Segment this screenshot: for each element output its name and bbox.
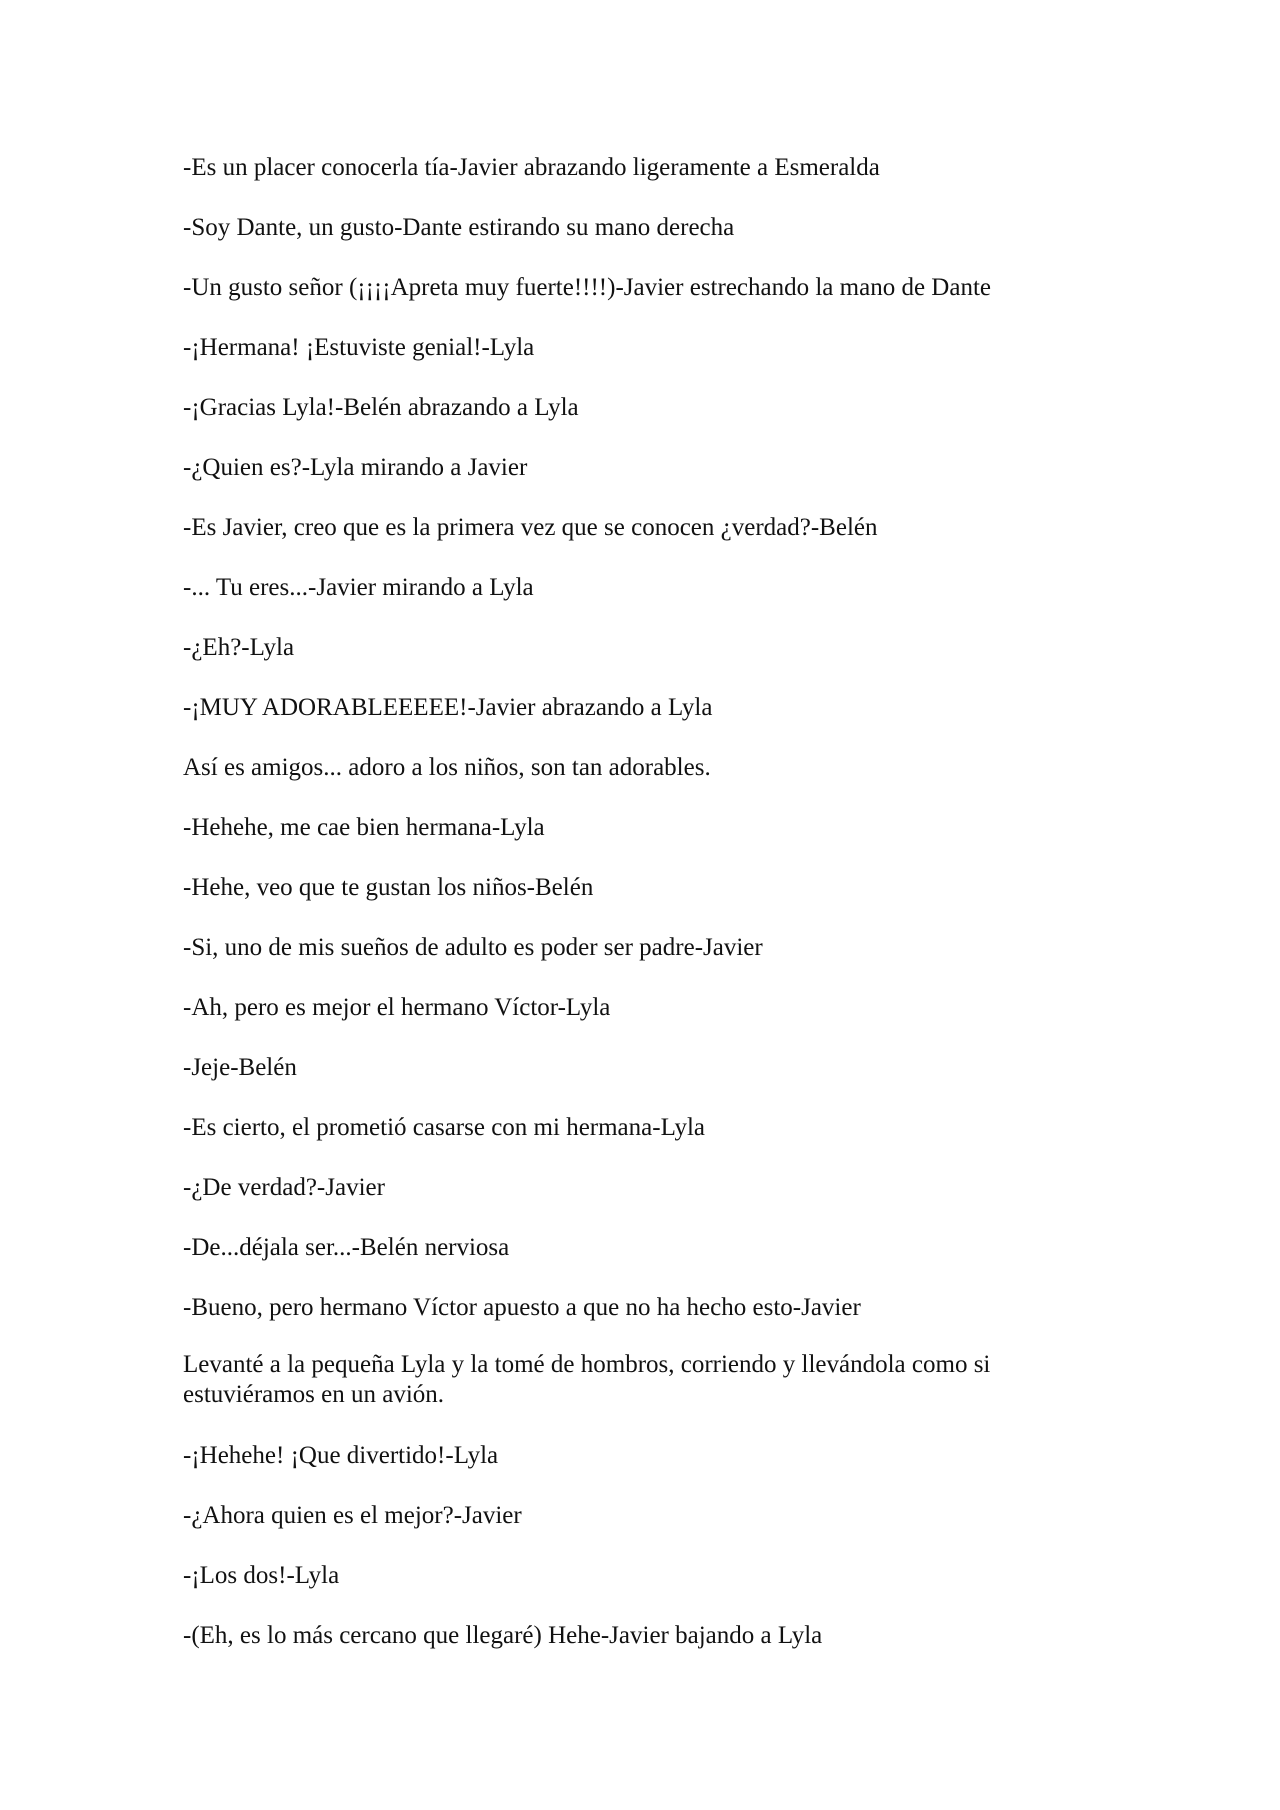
dialogue-line: -Si, uno de mis sueños de adulto es poder ser padre-Javier [183,934,763,961]
dialogue-line: -¡Hermana! ¡Estuviste genial!-Lyla [183,334,535,361]
dialogue-line: -¡MUY ADORABLEEEEE!-Javier abrazando a Lyla [183,694,713,721]
dialogue-line: -¿De verdad?-Javier [183,1174,385,1201]
dialogue-line: -¡Gracias Lyla!-Belén abrazando a Lyla [183,394,579,421]
dialogue-line: -Hehehe, me cae bien hermana-Lyla [183,814,545,841]
dialogue-line: -Soy Dante, un gusto-Dante estirando su mano derecha [183,214,735,241]
dialogue-line: -Bueno, pero hermano Víctor apuesto a que no ha hecho esto-Javier [183,1294,861,1321]
dialogue-line: -¿Eh?-Lyla [183,634,295,661]
dialogue-line: -¿Ahora quien es el mejor?-Javier [183,1502,522,1529]
dialogue-line: -(Eh, es lo más cercano que llegaré) Hehe-Javier bajando a Lyla [183,1622,823,1649]
dialogue-line: -Es cierto, el prometió casarse con mi hermana-Lyla [183,1114,706,1141]
dialogue-line: -Ah, pero es mejor el hermano Víctor-Lyla [183,994,611,1021]
narration-paragraph: Levanté a la pequeña Lyla y la tomé de hombros, corriendo y llevándola como si estuviéramos en un avión. [183,1351,991,1408]
dialogue-line: -¡Hehehe! ¡Que divertido!-Lyla [183,1442,499,1469]
dialogue-line: -Jeje-Belén [183,1054,297,1081]
dialogue-line: -¿Quien es?-Lyla mirando a Javier [183,454,528,481]
narration-line: Así es amigos... adoro a los niños, son tan adorables. [183,754,711,781]
dialogue-line: -Es Javier, creo que es la primera vez que se conocen ¿verdad?-Belén [183,514,878,541]
dialogue-line: -De...déjala ser...-Belén nerviosa [183,1234,510,1261]
dialogue-line: -Un gusto señor (¡¡¡¡Apreta muy fuerte!!!!)-Javier estrechando la mano de Dante [183,274,991,301]
dialogue-line: -¡Los dos!-Lyla [183,1562,340,1589]
dialogue-line: -Es un placer conocerla tía-Javier abrazando ligeramente a Esmeralda [183,154,880,181]
document-body [183,150,1083,1678]
dialogue-line: -Hehe, veo que te gustan los niños-Belén [183,874,594,901]
dialogue-line: -... Tu eres...-Javier mirando a Lyla [183,574,534,601]
